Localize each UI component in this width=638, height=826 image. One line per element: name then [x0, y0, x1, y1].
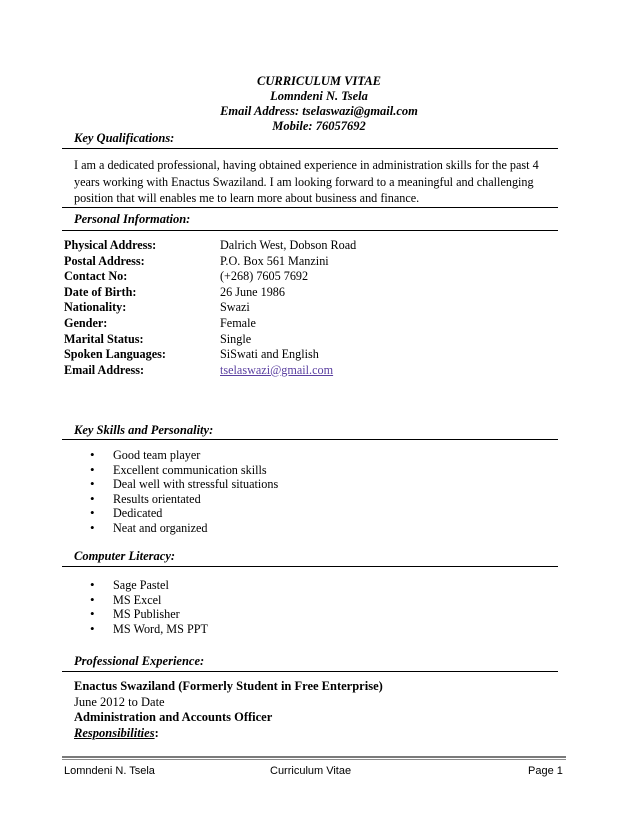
info-label: Nationality:: [64, 300, 127, 315]
computer-list: [90, 578, 208, 636]
personal-info-table: [64, 238, 356, 378]
list-item: • Dedicated: [90, 506, 278, 521]
list-item: • Sage Pastel: [90, 578, 208, 593]
footer-center: Curriculum Vitae: [270, 765, 352, 777]
qualifications-line-1: I am a dedicated professional, having obtained experience in administration skills for the past 4: [74, 158, 539, 172]
heading-key-qualifications: Key Qualifications:: [74, 131, 175, 145]
info-row-email-address: [64, 363, 356, 379]
qualifications-line-2: years working with Enactus Swaziland. I am looking forward to a meaningful and challenging: [74, 174, 534, 189]
list-item: • Good team player: [90, 448, 278, 463]
cv-mobile-line: Mobile: 76057692: [272, 119, 366, 133]
cv-email-line: Email Address: tselaswazi@gmail.com: [220, 104, 418, 118]
rule-qualifications-end: [62, 207, 558, 208]
info-row-gender: [64, 316, 356, 332]
responsibilities-label: Responsibilities: [74, 725, 155, 740]
info-value: Dalrich West, Dobson Road: [220, 238, 357, 252]
list-item: • MS Publisher: [90, 607, 208, 622]
experience-role: Administration and Accounts Officer: [74, 710, 273, 724]
qualifications-line-3: position that will enables me to learn more about business and finance.: [74, 191, 420, 205]
info-label: Contact No:: [64, 269, 128, 284]
info-row-spoken-languages: [64, 347, 356, 363]
rule-key-qualifications: [62, 148, 558, 149]
footer-rule-thin: [62, 759, 566, 760]
info-label: Email Address:: [64, 362, 145, 377]
cv-name: Lomndeni N. Tsela: [270, 89, 368, 103]
info-row-postal-address: [64, 254, 356, 270]
info-value: Swazi: [220, 300, 250, 315]
rule-key-skills: [62, 439, 558, 440]
experience-block: [74, 679, 383, 741]
rule-personal-information: [62, 230, 558, 231]
responsibilities-heading: [74, 726, 383, 742]
info-value: (+268) 7605 7692: [220, 269, 309, 284]
info-label: Marital Status:: [64, 331, 144, 346]
rule-computer-literacy: [62, 566, 558, 567]
info-row-nationality: [64, 300, 356, 316]
cv-header: [0, 74, 638, 134]
info-row-marital-status: [64, 332, 356, 348]
footer-page-number: Page 1: [528, 765, 563, 777]
responsibilities-colon: :: [154, 725, 159, 740]
info-value: 26 June 1986: [220, 284, 285, 299]
email-link[interactable]: tselaswazi@gmail.com: [220, 362, 334, 377]
list-item: • Deal well with stressful situations: [90, 477, 278, 492]
info-label: Date of Birth:: [64, 284, 137, 299]
info-value: Single: [220, 331, 252, 346]
experience-period: June 2012 to Date: [74, 694, 165, 709]
info-value: SiSwati and English: [220, 347, 319, 362]
info-label: Spoken Languages:: [64, 347, 166, 362]
info-row-date-of-birth: [64, 285, 356, 301]
list-item: • MS Excel: [90, 593, 208, 608]
heading-professional-experience: Professional Experience:: [74, 654, 205, 668]
list-item: • Results orientated: [90, 492, 278, 507]
list-item: • Neat and organized: [90, 521, 278, 536]
info-label: Physical Address:: [64, 238, 157, 252]
qualifications-paragraph: [74, 157, 558, 207]
info-row-physical-address: [64, 238, 356, 254]
heading-computer-literacy: Computer Literacy:: [74, 549, 176, 563]
info-value: Female: [220, 315, 256, 330]
footer-rule: [62, 756, 566, 758]
info-label: Postal Address:: [64, 253, 145, 268]
heading-personal-information: Personal Information:: [74, 212, 191, 226]
footer-left: Lomndeni N. Tsela: [64, 765, 155, 777]
info-value: P.O. Box 561 Manzini: [220, 253, 329, 268]
info-row-contact-no: [64, 269, 356, 285]
rule-professional-experience: [62, 671, 558, 672]
cv-title: CURRICULUM VITAE: [257, 74, 381, 88]
heading-key-skills: Key Skills and Personality:: [74, 423, 214, 437]
list-item: • Excellent communication skills: [90, 463, 278, 478]
experience-company: Enactus Swaziland (Formerly Student in Free Enterprise): [74, 679, 383, 693]
info-label: Gender:: [64, 315, 108, 330]
list-item: • MS Word, MS PPT: [90, 622, 208, 637]
skills-list: [90, 448, 278, 535]
